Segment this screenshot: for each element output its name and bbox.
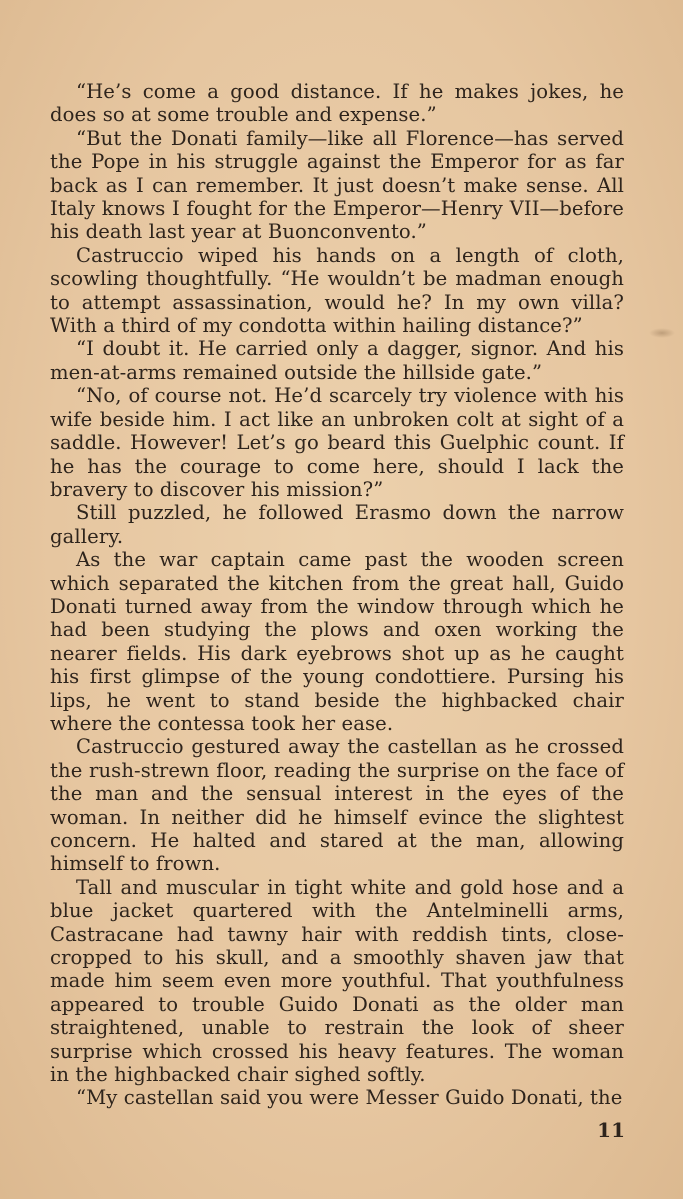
page-number: 11	[597, 1118, 625, 1142]
paragraph: “I doubt it. He carried only a dagger, signor. And his men-at-arms remained outside the hillside gate.”	[50, 337, 624, 384]
paragraph: “He’s come a good distance. If he makes jokes, he does so at some trouble and expense.”	[50, 80, 624, 127]
paragraph: Tall and muscular in tight white and gold hose and a blue jacket quartered with the Antelminelli arms, Castracane had tawny hair with reddish tints, close-cropped to his skull, and a smoothly shaven jaw that made him seem even more youthful. That youthfulness appeared to trouble Guido Donati as the older man straightened, unable to restrain the look of sheer surprise which crossed his heavy features. The woman in the highbacked chair sighed softly.	[50, 875, 624, 1087]
paragraph: As the war captain came past the wooden screen which separated the kitchen from the great hall, Guido Donati turned away from the window through which he had been studying the plows and oxen working the nearer fields. His dark eyebrows shot up as he caught his first glimpse of the young condottiere. Pursing his lips, he went to stand beside the highbacked chair where the contessa took her ease.	[50, 548, 624, 735]
paragraph: Still puzzled, he followed Erasmo down the narrow gallery.	[50, 501, 624, 548]
paragraph: Castruccio wiped his hands on a length of cloth, scowling thoughtfully. “He wouldn’t be madman enough to attempt assassination, would he? In my own villa? With a third of my condotta within hailing distance?”	[50, 243, 624, 338]
body-text	[50, 80, 624, 1110]
paragraph: “No, of course not. He’d scarcely try violence with his wife beside him. I act like an unbroken colt at sight of a saddle. However! Let’s go beard this Guelphic count. If he has the courage to come here, should I lack the bravery to discover his mission?”	[50, 384, 624, 501]
paragraph: Castruccio gestured away the castellan as he crossed the rush-strewn floor, reading the surprise on the face of the man and the sensual interest in the eyes of the woman. In neither did he himself evince the slightest concern. He halted and stared at the man, allowing himself to frown.	[50, 735, 624, 876]
paragraph: “But the Donati family—like all Florence—has served the Pope in his struggle against the Emperor for as far back as I can remember. It just doesn’t make sense. All Italy knows I fought for the Emperor—Henry VII—before his death last year at Buonconvento.”	[50, 126, 624, 244]
paragraph: “My castellan said you were Messer Guido Donati, the	[76, 1086, 623, 1110]
paper-stain	[649, 328, 675, 338]
